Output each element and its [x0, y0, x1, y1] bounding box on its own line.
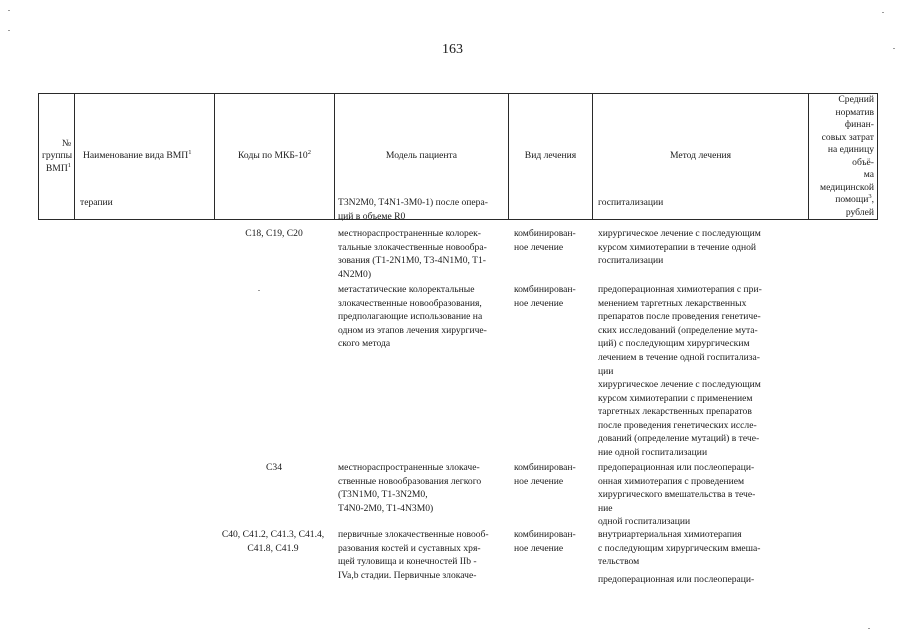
scan-speck — [868, 628, 870, 629]
header-icd-codes: Коды по МКБ-$10^2$ — [215, 94, 335, 220]
cell-treatment-method: предоперационная или послеопераци- — [598, 574, 755, 585]
cell-treatment-method: госпитализации — [598, 197, 664, 208]
cell-treatment-method: хирургическое лечение с последующим курсом химиотерапии с применением таргетных лекарственных препаратов после проведения генетических иссле- дований (определение мутаций) в тече- ние одной госпитализации — [598, 379, 761, 458]
cell-treatment-method: предоперационная химиотерапия с при- менением таргетных лекарственных препаратов после проведения генетиче- ских исследований (определение мута- ций) с последующим хирургическим лечением в течение одной госпитализа- ции — [598, 284, 762, 377]
header-patient-model: Модель пациента — [335, 94, 509, 220]
scan-speck — [8, 10, 10, 11]
cell-treatment-method: внутриартериальная химиотерапия с последующим хирургическим вмеша- тельством — [598, 529, 761, 568]
cell-treatment-type: комбинирован- ное лечение — [514, 228, 576, 253]
scan-speck — [8, 30, 10, 31]
header-vmp-name: Наименование вида ВМП$^1$ — [75, 94, 215, 220]
cell-treatment-method: хирургическое лечение с последующим курсом химиотерапии в течение одной госпитализации — [598, 228, 761, 267]
cell-icd-codes: C40, C41.2, C41.3, C41.4, C41.8, C41.9 — [221, 529, 325, 554]
header-cost-standard: Средний норматив финан- совых затрат на единицу объё- ма медицинской помощи$^3$, рублей — [809, 94, 878, 220]
cell-patient-model: местнораспространенные колорек- тальные злокачественные новообра- зования (T1-2N1M0, T3-4N1M0, T1- 4N2M0) — [338, 228, 487, 280]
cell-icd-codes: C18, C19, C20 — [245, 228, 303, 239]
cell-treatment-type: комбинирован- ное лечение — [514, 462, 576, 487]
header-treatment-type: Вид лечения — [509, 94, 593, 220]
scan-speck — [893, 48, 895, 49]
cell-icd-codes: C34 — [266, 462, 282, 473]
cell-treatment-method: предоперационная или послеопераци- онная химиотерапия с проведением хирургического вмешательства в тече- ние одной госпитализации — [598, 462, 756, 528]
header-group-number: № группы ВМП$^1$ — [39, 94, 75, 220]
header-treatment-method: Метод лечения — [593, 94, 809, 220]
cell-patient-model: местнораспространенные злокаче- ственные новообразования легкого (T3N1M0, T1-3N2M0, T4N0-2M0, T1-4N3M0) — [338, 462, 482, 514]
cell-vmp-name: терапии — [80, 197, 113, 208]
cell-treatment-type: комбинирован- ное лечение — [514, 529, 576, 554]
cell-patient-model: Т3N2M0, T4N1-3M0-1) после опера- ций в объеме R0 — [338, 197, 488, 222]
scan-speck — [258, 290, 260, 291]
cell-patient-model: метастатические колоректальные злокачественные новообразования, предполагающие использование на одном из этапов лечения хирургиче- ского метода — [338, 284, 487, 350]
scan-speck — [882, 12, 884, 13]
page-number: 163 — [442, 42, 463, 57]
cell-patient-model: первичные злокачественные новооб- разования костей и суставных хря- щей туловища и конечностей IIb - IVa,b стадии. Первичные злокаче- — [338, 529, 489, 581]
cell-treatment-type: комбинирован- ное лечение — [514, 284, 576, 309]
